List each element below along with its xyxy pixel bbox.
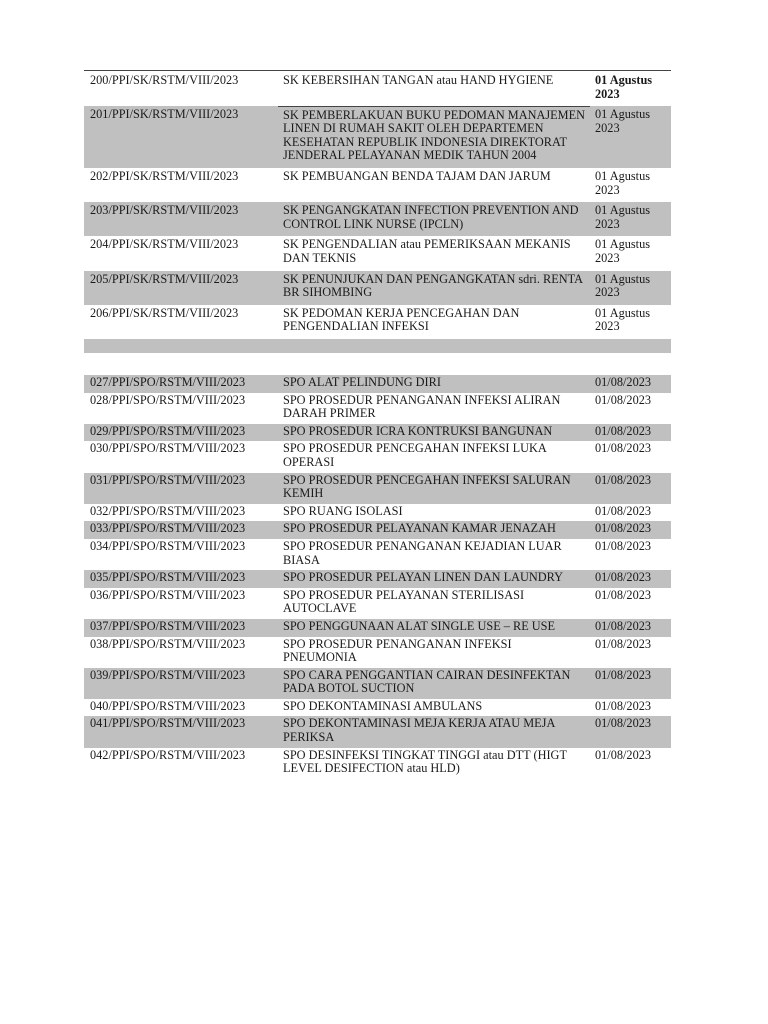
doc-number: 034/PPI/SPO/RSTM/VIII/2023 [90, 538, 246, 553]
doc-title: SPO DEKONTAMINASI AMBULANS [283, 698, 483, 713]
doc-date: 01/08/2023 [595, 587, 652, 602]
table-row [84, 305, 671, 339]
table-row [84, 716, 671, 747]
doc-title: SK PENGENDALIAN atau PEMERIKSAAN MEKANIS DAN TEKNIS [283, 237, 571, 266]
doc-title: SPO PROSEDUR ICRA KONTRUKSI BANGUNAN [278, 424, 590, 442]
doc-date: 01/08/2023 [595, 698, 652, 713]
doc-title: SPO DEKONTAMINASI MEJA KERJA ATAU MEJA PERIKSA [278, 716, 590, 747]
table-row [84, 106, 671, 168]
doc-title: SK KEBERSIHAN TANGAN atau HAND HYGIENE [278, 71, 590, 107]
doc-number: 204/PPI/SK/RSTM/VIII/2023 [90, 237, 239, 252]
doc-date: 01/08/2023 [595, 392, 652, 407]
doc-number: 203/PPI/SK/RSTM/VIII/2023 [84, 202, 278, 236]
doc-title: SK PEMBERLAKUAN BUKU PEDOMAN MANAJEMEN LINEN DI RUMAH SAKIT OLEH DEPARTEMEN KESEHATAN REPUBLIK INDONESIA DIREKTORAT JENDERAL PELAYANAN MEDIK TAHUN 2004 [278, 106, 590, 168]
table-row [84, 748, 671, 779]
doc-date: 01/08/2023 [590, 716, 671, 747]
doc-title: SK PENGANGKATAN INFECTION PREVENTION AND CONTROL LINK NURSE (IPCLN) [278, 202, 590, 236]
table-row [84, 539, 671, 570]
doc-number: 201/PPI/SK/RSTM/VIII/2023 [84, 106, 278, 168]
table-row [84, 504, 671, 522]
doc-date: 01 Agustus 2023 [590, 271, 671, 305]
doc-date: 01/08/2023 [590, 424, 671, 442]
doc-number: 038/PPI/SPO/RSTM/VIII/2023 [90, 636, 246, 651]
doc-title: SPO PROSEDUR PELAYANAN STERILISASI AUTOCLAVE [283, 587, 525, 616]
table-row [84, 441, 671, 472]
doc-date: 01/08/2023 [590, 473, 671, 504]
doc-title: SK PENUNJUKAN DAN PENGANGKATAN sdri. RENTA BR SIHOMBING [278, 271, 590, 305]
doc-number: 040/PPI/SPO/RSTM/VIII/2023 [90, 698, 246, 713]
doc-date: 01 Agustus 2023 [595, 237, 651, 266]
doc-date: 01/08/2023 [590, 521, 671, 539]
doc-title: SK PEDOMAN KERJA PENCEGAHAN DAN PENGENDALIAN INFEKSI [283, 305, 520, 334]
table-row [84, 619, 671, 637]
table-row [84, 424, 671, 442]
table-row [84, 570, 671, 588]
doc-date: 01 Agustus 2023 [590, 71, 671, 107]
section-gap [84, 353, 671, 375]
document-page [84, 70, 671, 779]
doc-number: 029/PPI/SPO/RSTM/VIII/2023 [84, 424, 278, 442]
doc-title: SPO PROSEDUR PENCEGAHAN INFEKSI LUKA OPERASI [283, 441, 547, 469]
empty-shaded-row [84, 339, 671, 353]
doc-date: 01 Agustus 2023 [595, 305, 651, 334]
doc-number: 030/PPI/SPO/RSTM/VIII/2023 [90, 441, 246, 456]
table-row [84, 521, 671, 539]
table-row [84, 637, 671, 668]
doc-number: 036/PPI/SPO/RSTM/VIII/2023 [90, 587, 246, 602]
doc-title: SPO PROSEDUR PELAYAN LINEN DAN LAUNDRY [278, 570, 590, 588]
table-row [84, 588, 671, 619]
table-row [84, 202, 671, 236]
doc-title: SPO PROSEDUR PELAYANAN KAMAR JENAZAH [278, 521, 590, 539]
doc-title: SPO ALAT PELINDUNG DIRI [278, 375, 590, 393]
table-row [84, 71, 671, 107]
doc-number: 202/PPI/SK/RSTM/VIII/2023 [90, 169, 239, 184]
document-register-table [84, 70, 671, 779]
doc-date: 01 Agustus 2023 [590, 106, 671, 168]
doc-number: 039/PPI/SPO/RSTM/VIII/2023 [84, 668, 278, 699]
table-row [84, 375, 671, 393]
doc-date: 01/08/2023 [595, 747, 652, 762]
doc-title: SPO PROSEDUR PENANGANAN INFEKSI ALIRAN DARAH PRIMER [283, 392, 561, 421]
doc-date: 01 Agustus 2023 [595, 169, 651, 197]
doc-title: SPO PROSEDUR PENANGANAN INFEKSI PNEUMONIA [283, 636, 512, 665]
doc-number: 037/PPI/SPO/RSTM/VIII/2023 [84, 619, 278, 637]
doc-title: SPO PROSEDUR PENANGANAN KEJADIAN LUAR BIASA [283, 538, 562, 567]
doc-number: 028/PPI/SPO/RSTM/VIII/2023 [90, 392, 246, 407]
doc-title: SPO CARA PENGGANTIAN CAIRAN DESINFEKTAN PADA BOTOL SUCTION [278, 668, 590, 699]
doc-number: 027/PPI/SPO/RSTM/VIII/2023 [84, 375, 278, 393]
table-row [84, 236, 671, 270]
doc-title: SPO PROSEDUR PENCEGAHAN INFEKSI SALURAN KEMIH [278, 473, 590, 504]
doc-number: 042/PPI/SPO/RSTM/VIII/2023 [90, 747, 246, 762]
doc-number: 041/PPI/SPO/RSTM/VIII/2023 [84, 716, 278, 747]
table-row [84, 271, 671, 305]
doc-date: 01 Agustus 2023 [590, 202, 671, 236]
doc-date: 01/08/2023 [595, 441, 652, 456]
table-row [84, 393, 671, 424]
doc-title: SK PEMBUANGAN BENDA TAJAM DAN JARUM [283, 169, 551, 184]
doc-number: 206/PPI/SK/RSTM/VIII/2023 [90, 305, 239, 320]
doc-number: 035/PPI/SPO/RSTM/VIII/2023 [84, 570, 278, 588]
doc-title: SPO RUANG ISOLASI [283, 503, 403, 518]
doc-number: 031/PPI/SPO/RSTM/VIII/2023 [84, 473, 278, 504]
doc-number: 033/PPI/SPO/RSTM/VIII/2023 [84, 521, 278, 539]
doc-number: 205/PPI/SK/RSTM/VIII/2023 [84, 271, 278, 305]
doc-title: SPO DESINFEKSI TINGKAT TINGGI atau DTT (HIGT LEVEL DESIFECTION atau HLD) [283, 747, 567, 776]
table-row [84, 699, 671, 717]
doc-number: 032/PPI/SPO/RSTM/VIII/2023 [90, 503, 246, 518]
doc-date: 01/08/2023 [590, 375, 671, 393]
doc-number: 200/PPI/SK/RSTM/VIII/2023 [84, 71, 278, 107]
doc-date: 01/08/2023 [590, 668, 671, 699]
doc-date: 01/08/2023 [590, 570, 671, 588]
table-row [84, 168, 671, 202]
table-row [84, 668, 671, 699]
doc-date: 01/08/2023 [595, 503, 652, 518]
doc-title: SPO PENGGUNAAN ALAT SINGLE USE – RE USE [278, 619, 590, 637]
doc-date: 01/08/2023 [590, 619, 671, 637]
table-row [84, 473, 671, 504]
doc-date: 01/08/2023 [595, 636, 652, 651]
doc-date: 01/08/2023 [595, 538, 652, 553]
